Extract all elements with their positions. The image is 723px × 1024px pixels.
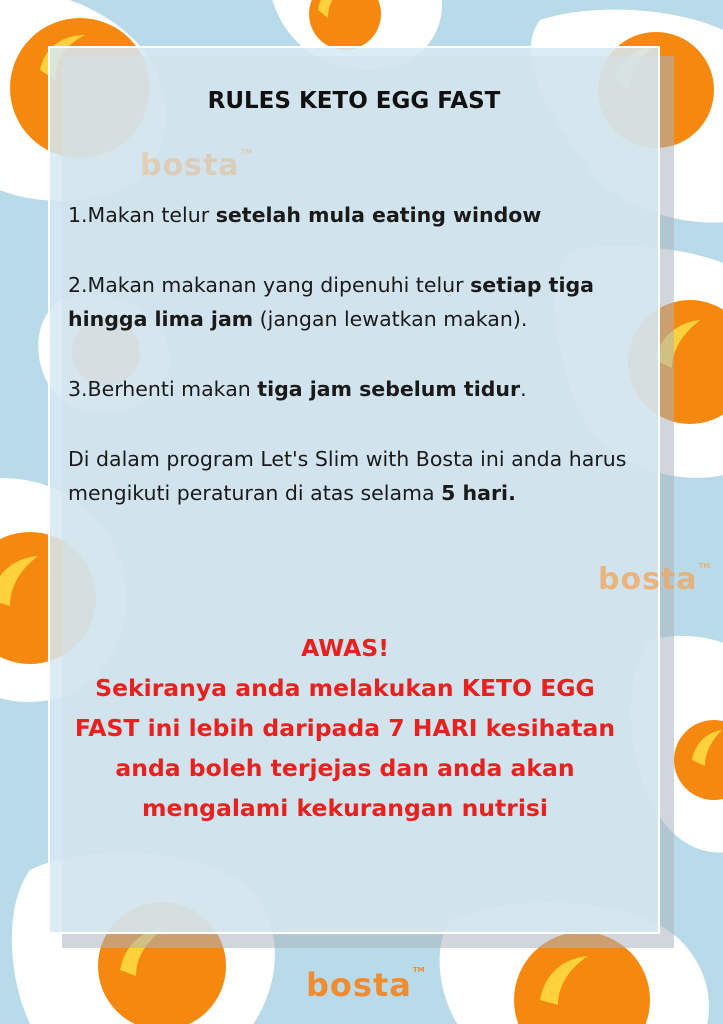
rule-item-1: 1.Makan telur setelah mula eating window (68, 203, 542, 227)
page-title: RULES KETO EGG FAST (207, 88, 501, 114)
warning-message: Sekiranya anda melakukan KETO EGG FAST ini lebih daripada 7 HARI kesihatan anda boleh terjejas dan anda akan mengalami kekurangan nutrisi (74, 674, 616, 822)
program-note: Di dalam program Let's Slim with Bosta ini anda harus mengikuti peraturan di atas selama 5 hari. (68, 447, 627, 505)
warning-block (68, 628, 622, 828)
brand-logo-bottom: bosta™ (306, 966, 425, 1004)
rules-list (68, 198, 640, 546)
brand-watermark-right: bosta™ (598, 562, 711, 597)
brand-watermark-top: bosta™ (140, 148, 253, 183)
rule-item-3: 3.Berhenti makan tiga jam sebelum tidur. (68, 377, 527, 401)
rule-item-2: 2.Makan makanan yang dipenuhi telur setiap tiga hingga lima jam (jangan lewatkan makan). (68, 273, 595, 331)
warning-heading: AWAS! (301, 634, 389, 662)
